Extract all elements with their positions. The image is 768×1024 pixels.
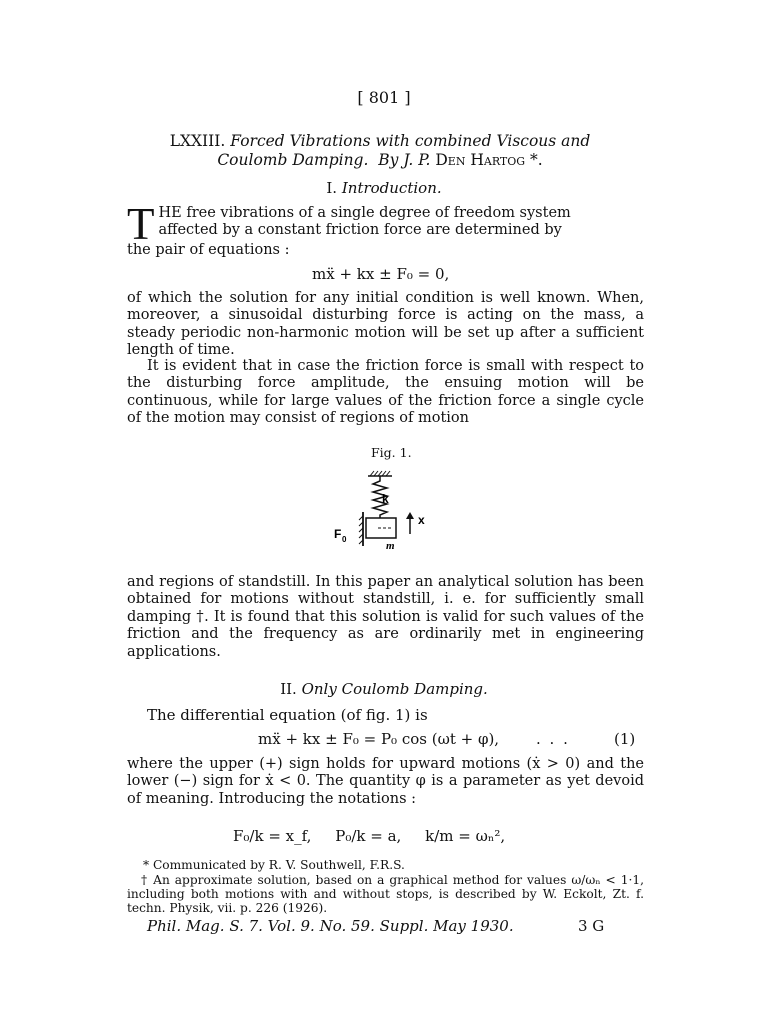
figure-spring-mass-diagram — [330, 466, 440, 552]
page-number: [ 801 ] — [357, 88, 411, 107]
figure-caption: Fig. 1. — [371, 445, 412, 460]
section-number: II. — [280, 680, 297, 698]
section-title: Only Coulomb Damping. — [301, 680, 488, 698]
equation-notations: F₀/k = x_f, P₀/k = a, k/m = ωₙ², — [233, 827, 506, 845]
footnote-dagger: † An approximate solution, based on a graphical method for values ω/ωₙ < 1·1, including both motions with and without stops, is described by W. Eckolt, Zt. f. techn. Physik, vii. p. 226 (1926). — [127, 873, 644, 915]
equation-1: mẍ + kx ± F₀ = P₀ cos (ωt + φ), — [258, 730, 500, 748]
title-text-2: Coulomb Damping. — [217, 151, 369, 169]
equation-leader-dots: . . . — [536, 730, 570, 748]
paragraph-friction: It is evident that in case the friction force is small with respect to the disturbing force amplitude, the ensuing motion will be continuous, while for large values of the friction force a single cycle of the motion may consist of regions of motion — [127, 358, 644, 427]
by-line: By J. P. — [378, 151, 431, 169]
title-line-2 — [120, 151, 640, 170]
journal-footer: Phil. Mag. S. 7. Vol. 9. No. 59. Suppl. May 1930. — [147, 917, 514, 935]
footnote-star: * Communicated by R. V. Southwell, F.R.S. — [143, 858, 405, 872]
section-heading-2 — [0, 680, 768, 698]
intro-line-3: the pair of equations : — [127, 242, 290, 258]
equation-number: (1) — [614, 730, 636, 748]
label-f0: F — [334, 527, 342, 541]
title-line-1 — [120, 132, 640, 151]
article-number: LXXIII. — [169, 132, 226, 150]
differential-equation-lead: The differential equation (of fig. 1) is — [147, 706, 428, 724]
author-name: Den Hartog — [435, 151, 526, 169]
section-number: I. — [326, 179, 338, 197]
label-x: x — [418, 513, 425, 527]
signature-mark: 3 G — [578, 917, 605, 935]
label-k: k — [382, 492, 389, 506]
label-f0-subscript: 0 — [342, 535, 347, 544]
article-title — [120, 132, 640, 170]
paragraph-solution: of which the solution for any initial condition is well known. When, moreover, a sinusoidal disturbing force is acting on the mass, a steady periodic non-harmonic motion will be set up after a sufficient length of time. — [127, 290, 644, 359]
drop-cap: T — [127, 199, 155, 249]
intro-line-1: HE free vibrations of a single degree of freedom system — [158, 205, 571, 221]
section-heading-1 — [0, 179, 768, 197]
paragraph-standstill: and regions of standstill. In this paper an analytical solution has been obtained for motions without standstill, i. e. for sufficiently small damping †. It is found that this solution is valid for such values of the friction and the frequency as are ordinarily met in engineering applications. — [127, 574, 644, 660]
author-footnote-mark: *. — [530, 151, 543, 169]
displacement-arrowhead — [406, 512, 414, 519]
intro-paragraph — [127, 199, 644, 259]
equation-free-vibration: mẍ + kx ± F₀ = 0, — [312, 265, 450, 283]
section-title: Introduction. — [341, 179, 442, 197]
title-text-1: Forced Vibrations with combined Viscous and — [230, 132, 591, 150]
label-m: m — [386, 540, 395, 552]
paragraph-sign-convention: where the upper (+) sign holds for upward motions (ẋ > 0) and the lower (−) sign for ẋ < 0. The quantity φ is a parameter as yet devoid of meaning. Introducing the notations : — [127, 756, 644, 807]
intro-line-2: affected by a constant friction force are determined by — [158, 222, 562, 239]
